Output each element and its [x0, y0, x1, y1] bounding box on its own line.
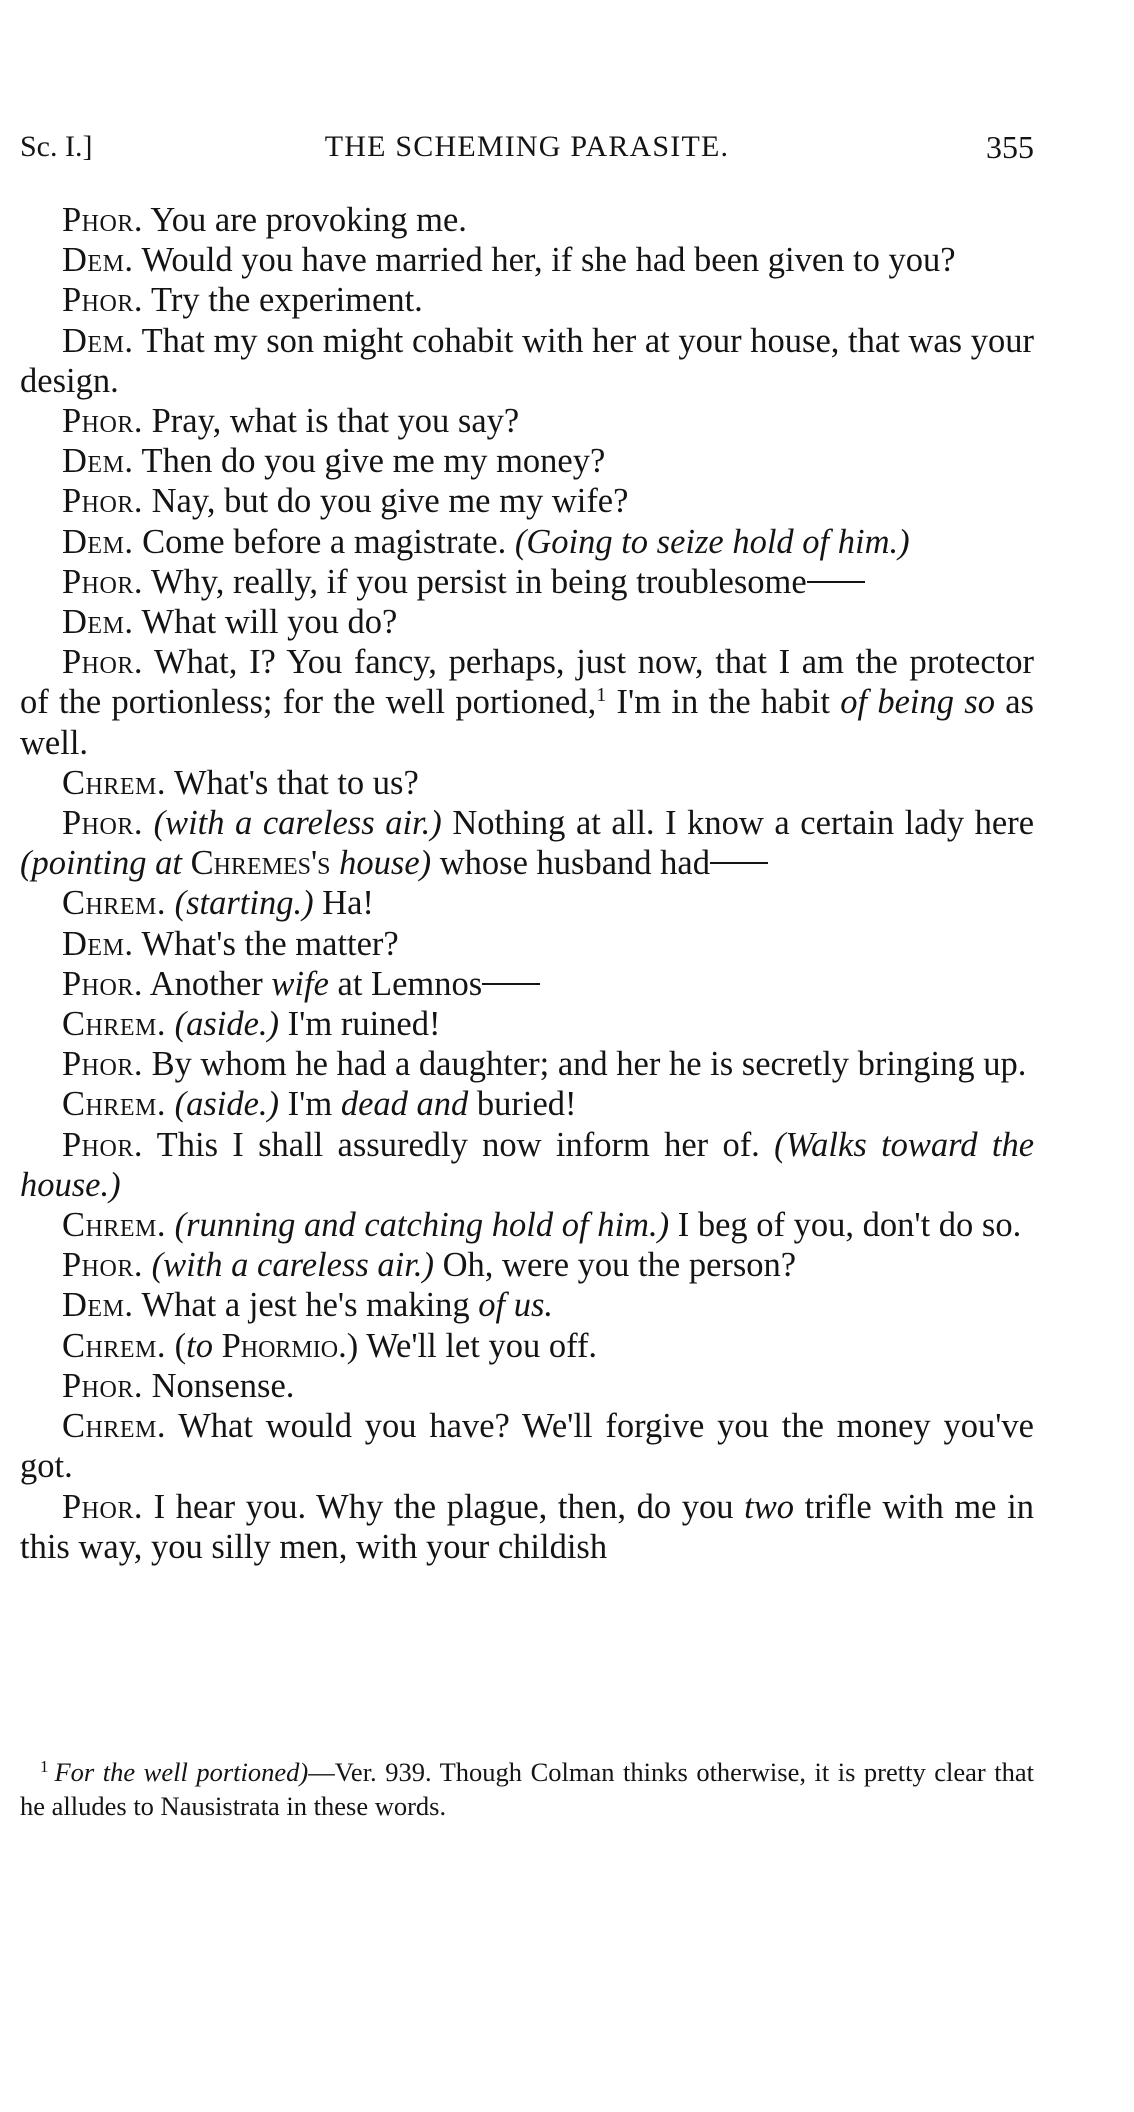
speech-text: I'm [279, 1085, 341, 1124]
dialogue-line [20, 240, 1034, 280]
speaker-name: Chrem. [62, 884, 166, 923]
dialogue-line [20, 924, 1034, 964]
stage-direction: (pointing at [20, 844, 191, 883]
speech-text [143, 1246, 152, 1284]
speaker-name: Chrem. [62, 1407, 166, 1446]
page-number: 355 [986, 129, 1034, 165]
speaker-name: Dem. [62, 442, 134, 481]
speech-text: I'm in the habit [606, 683, 841, 722]
speaker-name: Phor. [62, 1487, 143, 1526]
speaker-name: Phor. [62, 643, 143, 682]
dialogue-line [20, 602, 1034, 642]
speaker-name: Phor. [62, 482, 143, 521]
stage-direction: of us. [478, 1286, 554, 1325]
speaker-name: Dem. [62, 1286, 134, 1325]
stage-direction: dead and [340, 1085, 469, 1124]
em-dash-rule [482, 983, 540, 985]
em-dash-rule [807, 581, 865, 583]
speech-text: Then do you give me my money? [133, 442, 606, 481]
speech-text: Why, really, if you persist in being troublesome [142, 562, 807, 601]
stage-direction: (with a careless air.) [151, 1246, 434, 1285]
speaker-name: Phor. [62, 964, 143, 1003]
speech-text: Try the experiment. [142, 281, 423, 320]
stage-direction: (starting.) [174, 884, 314, 923]
speech-text: .) We'll let you off. [338, 1326, 598, 1365]
stage-direction: (aside.) [174, 1005, 280, 1044]
speech-text: Nonsense. [142, 1366, 295, 1405]
footnote-mark: 1 [40, 1757, 49, 1776]
speaker-name: Dem. [62, 241, 134, 280]
dialogue-line [20, 1205, 1034, 1245]
speaker-name: Phor. [62, 1246, 143, 1285]
speech-text: —Ver. 939. Though Colman thinks otherwise, it is pretty clear that he alludes to Nausistrata in these words. [20, 1757, 1034, 1821]
speaker-name: Phor. [62, 804, 143, 843]
page-title: THE SCHEMING PARASITE. [324, 130, 730, 163]
running-head [20, 124, 1034, 170]
speech-text: trifle with me in this way, you silly men, with your childish [20, 1487, 1034, 1566]
dialogue-line [20, 280, 1034, 320]
speaker-name: Dem. [62, 924, 134, 963]
speech-text: Nay, but do you give me my wife? [142, 482, 629, 521]
speech-text: as well. [20, 683, 1034, 762]
speech-text [213, 1327, 222, 1365]
dialogue-line [20, 883, 1034, 923]
speech-text: What a jest he's making [133, 1286, 479, 1325]
speech-text [143, 804, 154, 842]
speech-text: What's the matter? [133, 924, 399, 963]
dialogue-text [20, 200, 1034, 1567]
speaker-name: Phor. [62, 1366, 143, 1405]
speaker-name: Chrem. [62, 1206, 166, 1245]
dialogue-line [20, 522, 1034, 562]
stage-direction: (Going to seize hold of him.) [514, 522, 910, 561]
dialogue-line [20, 1245, 1034, 1285]
speech-text: By whom he had a daughter; and her he is secretly bringing up. [142, 1045, 1027, 1084]
dialogue-line [20, 321, 1034, 401]
speech-text: What would you have? We'll forgive you the money you've got. [20, 1407, 1034, 1486]
speech-text: ( [165, 1326, 187, 1365]
footnote [20, 1750, 1034, 1823]
dialogue-line [20, 200, 1034, 240]
dialogue-line [20, 642, 1034, 763]
dialogue-line [20, 481, 1034, 521]
speech-text: whose husband had [431, 844, 710, 883]
stage-direction: to [186, 1326, 213, 1365]
speech-text: Come before a magistrate. [133, 522, 515, 561]
dialogue-line [20, 562, 1034, 602]
dialogue-line [20, 763, 1034, 803]
speech-text: I hear you. Why the plague, then, do you [142, 1487, 745, 1526]
speaker-name: Phor. [62, 201, 143, 239]
dialogue-line [20, 1004, 1034, 1044]
speech-text: at Lemnos [328, 964, 483, 1003]
dialogue-line [20, 1326, 1034, 1366]
speech-text: Would you have married her, if she had been given to you? [133, 241, 956, 280]
speaker-name: Phor. [62, 281, 143, 320]
stage-direction: (running and catching hold of him.) [174, 1206, 670, 1245]
footnotes [20, 1750, 1034, 1823]
stage-direction: wife [271, 964, 329, 1003]
speech-text: Another [142, 964, 272, 1003]
speech-text: That my son might cohabit with her at your house, that was your design. [20, 321, 1034, 400]
footnote-ref: 1 [596, 684, 607, 707]
speech-text: You are provoking me. [142, 201, 467, 239]
speaker-name: Dem. [62, 522, 134, 561]
dialogue-line [20, 1406, 1034, 1486]
dialogue-line [20, 803, 1034, 883]
dialogue-line [20, 964, 1034, 1004]
speech-text: Pray, what is that you say? [142, 402, 520, 441]
speaker-name: Dem. [62, 321, 134, 360]
speech-text [166, 884, 175, 922]
stage-direction: house) [330, 844, 432, 883]
speech-text: I beg of you, don't do so. [669, 1206, 1022, 1245]
dialogue-line [20, 1084, 1034, 1124]
speech-text: What will you do? [133, 603, 398, 642]
speech-text: Oh, were you the person? [433, 1246, 797, 1285]
scene-marker: Sc. I.] [20, 130, 93, 163]
dialogue-line [20, 441, 1034, 481]
speaker-name: Phor. [62, 1045, 143, 1084]
stage-direction: (Walks toward the house.) [20, 1125, 1035, 1204]
speech-text: What, I? You fancy, perhaps, just now, that I am the protector of the portionless; for the well portioned, [20, 643, 1034, 722]
dialogue-line [20, 1487, 1034, 1567]
stage-direction: (with a careless air.) [153, 804, 442, 843]
speaker-name: Phor. [62, 1125, 143, 1164]
dialogue-line [20, 1285, 1034, 1325]
dialogue-line [20, 1044, 1034, 1084]
character-name: Phormio [221, 1326, 339, 1365]
speaker-name: Dem. [62, 603, 134, 642]
speech-text [166, 1206, 175, 1244]
speech-text: I'm ruined! [279, 1005, 441, 1044]
dialogue-line [20, 1366, 1034, 1406]
dialogue-line [20, 1125, 1034, 1205]
character-name: Chremes's [190, 844, 331, 883]
speech-text [166, 1005, 175, 1043]
speech-text: buried! [468, 1085, 577, 1124]
speaker-name: Chrem. [62, 1005, 166, 1044]
speech-text: This I shall assuredly now inform her of. [142, 1125, 775, 1164]
speaker-name: Chrem. [62, 1085, 166, 1124]
speech-text: What's that to us? [165, 763, 419, 802]
speech-text [166, 1085, 175, 1123]
em-dash-rule [710, 862, 768, 864]
dialogue-line [20, 401, 1034, 441]
speech-text: Ha! [313, 884, 374, 923]
book-page [20, 0, 1034, 2112]
stage-direction: (aside.) [174, 1085, 280, 1124]
speech-text: Nothing at all. I know a certain lady here [441, 804, 1035, 843]
stage-direction: of being so [840, 683, 995, 722]
stage-direction: For the well portioned) [54, 1757, 309, 1787]
speaker-name: Phor. [62, 402, 143, 441]
speaker-name: Chrem. [62, 1326, 166, 1365]
speaker-name: Chrem. [62, 763, 166, 802]
stage-direction: two [744, 1487, 795, 1526]
speaker-name: Phor. [62, 562, 143, 601]
